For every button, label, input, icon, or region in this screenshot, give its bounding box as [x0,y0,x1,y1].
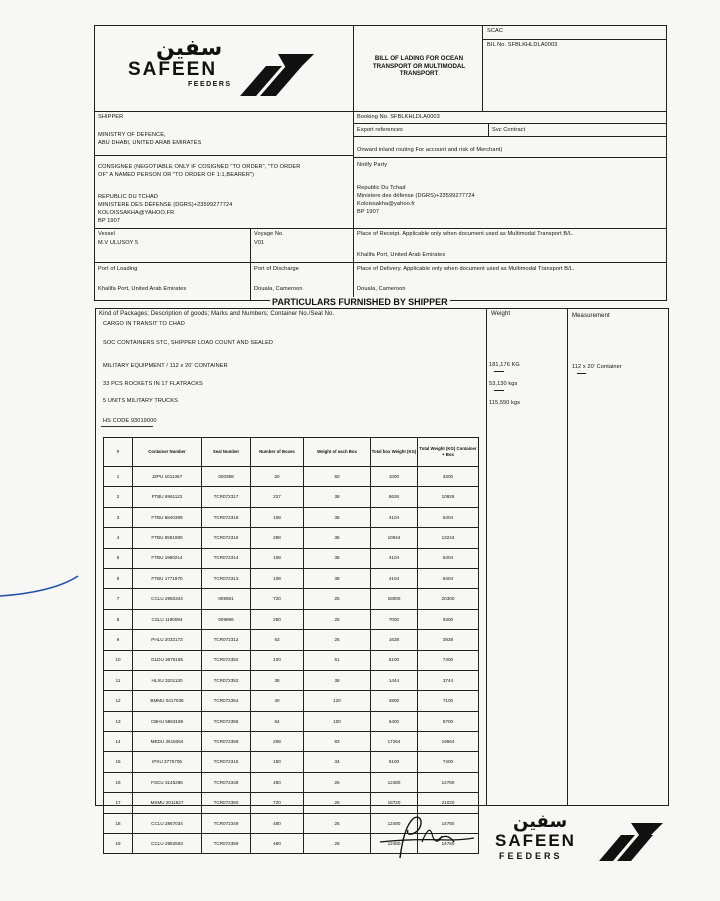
receipt-label: Place of Receipt. Applicable only when document used as Multimodal Transport B/L. [357,231,574,237]
delivery-value: Douala, Cameroon [357,286,406,292]
pen-stroke-icon [0,570,90,600]
consignee-line-4: BP 1907 [98,218,121,224]
table-cell: 6404 [418,507,479,527]
notify-line-2: Ministere des défense (DGRS)+23599277724 [357,193,475,199]
table-cell: 51 [304,650,371,670]
table-cell: 8700 [418,711,479,731]
onward-routing: Onward inland routing For account and risk of Merchant) [357,147,503,153]
table-cell: 14780 [418,772,479,792]
table-cell: 20 [251,467,304,487]
table-cell: 000398 [202,467,251,487]
col-box-weight: Weight of each Box [304,438,371,467]
notify-line-4: BP 1907 [357,209,380,215]
table-cell: 11 [104,670,133,690]
table-cell: 38 [304,548,371,568]
table-cell: TCR072353 [202,670,251,690]
table-cell: 83 [304,732,371,752]
onward-bottom [353,157,666,158]
table-cell: 100 [251,650,304,670]
table-cell: 108 [251,507,304,527]
logo-brand: SAFEEN [128,59,218,80]
table-cell: MEDU 3615064 [133,732,202,752]
cargo-line: CARGO IN TRANSIT TO CHAD [103,321,185,327]
table-cell: 3300 [418,467,479,487]
shipper-line-1: MINISTRY OF DEFENCE, [98,132,166,138]
kind-label: Kind of Packages; Description of goods; Marks and Numbers; Container No./Seal No. [99,311,335,317]
weight-mark-2 [494,390,504,391]
discharge-label: Port of Discharge [254,266,299,272]
frame-right-upper [666,25,667,300]
table-cell: 4104 [371,548,418,568]
rockets-line: 33 PCS ROCKETS IN 17 FLATRACKS [103,381,203,387]
table-cell: 2 [104,487,133,507]
table-cell: 26 [304,630,371,650]
table-cell: 5 [104,548,133,568]
table-cell: 26 [304,834,371,854]
booking-number: Booking No. SFBLKHLDLA0003 [357,114,440,120]
table-cell: TCR072315 [202,752,251,772]
table-cell: 14 [104,732,133,752]
particulars-top [95,308,669,309]
table-cell: 13 [104,711,133,731]
booking-bottom [353,123,666,124]
table-cell: 227 [251,487,304,507]
table-cell: 38 [304,507,371,527]
table-cell: 12480 [371,834,418,854]
doc-title [355,55,483,78]
table-row [104,752,479,772]
table-cell: FTBU 1771970 [133,568,202,588]
table-row [104,772,479,792]
table-cell: TCR072354 [202,691,251,711]
notify-line-3: Koloissakha@yahoo.fr [357,201,416,207]
table-cell: 7100 [418,691,479,711]
measure-divider [567,308,568,805]
table-row [104,609,479,629]
shipper-label: SHIPPER [98,114,124,120]
svc-contract: Svc Contract [492,127,526,133]
table-cell: 18000 [371,589,418,609]
table-row [104,711,479,731]
table-cell: 480 [251,834,304,854]
scac-label: SCAC [487,28,503,34]
logo-chevrons-icon [240,52,320,96]
logo-arabic: سفين [156,36,223,61]
table-cell: TCR072350 [202,793,251,813]
table-cell: 208 [251,732,304,752]
consignee-bottom [94,228,666,229]
bl-number: BIL No. SFBLKHLDLA0003 [487,42,558,48]
table-cell: 64 [251,711,304,731]
table-body [104,467,479,854]
footer-logo-brand: SAFEEN [495,831,576,850]
table-cell: 3 [104,507,133,527]
footer-logo-sub: FEEDERS [499,851,563,861]
signature-icon [378,812,478,862]
frame-left-lower [95,308,96,805]
table-cell: CCLU 2867034 [133,813,202,833]
table-cell: 26 [304,772,371,792]
table-row [104,487,479,507]
container-table [103,437,479,854]
hs-code: HS CODE 93019000 [103,418,157,424]
table-cell: 8626 [371,487,418,507]
notify-line-1: Republic Du Tchad [357,185,406,191]
table-cell: TCR072316 [202,528,251,548]
weight-rockets: 53,130 kgs [489,381,518,387]
table-cell: 26 [304,813,371,833]
table-cell: 4800 [371,691,418,711]
consignee-label-1: CONSIGNEE (NEGOTIABLE ONLY IF COSIGNED "TO ORDER", "TO ORDER [98,164,301,170]
footer-logo [495,811,675,870]
table-cell: 150 [251,752,304,772]
table-cell: 19564 [418,732,479,752]
table-cell: 25 [304,589,371,609]
table-cell: 6404 [418,568,479,588]
company-logo [128,36,328,100]
table-cell: 26 [304,793,371,813]
table-cell: 8 [104,609,133,629]
doc-title-line-2: TRANSPORT OR MULTIMODAL [372,62,466,70]
notify-label: Notify Party [357,162,388,168]
vessel-divider [250,228,251,300]
table-row [104,548,479,568]
table-row [104,793,479,813]
table-cell: 1444 [371,670,418,690]
table-cell: MSMU 2011827 [133,793,202,813]
table-cell: TCR072312 [202,630,251,650]
table-row [104,568,479,588]
table-cell: GLDU 3676155 [133,650,202,670]
col-index: # [104,438,133,467]
table-cell: TCR072356 [202,732,251,752]
table-cell: PHLU 2032173 [133,630,202,650]
vessel-bottom [94,262,666,263]
hs-underline [101,426,153,427]
consignee-label-2: OF" A NAMED PERSON OR "TO ORDER OF 1:1,BEARER") [98,172,255,178]
weight-mark-1 [494,371,504,372]
receipt-value: Khalifa Port, United Arab Emirates [357,252,446,258]
frame-top [94,25,667,26]
weight-divider [486,308,487,805]
table-row [104,732,479,752]
table-cell: TCR072359 [202,834,251,854]
measurement-value: 112 x 20' Container [572,364,622,370]
table-cell: 288 [251,528,304,548]
soc-line: SOC CONTAINERS STC, SHIPPER LOAD COUNT AND SEALED [103,340,274,346]
table-cell: 4104 [371,568,418,588]
consignee-line-2: MINISTERE DES DÉFENSE (DGRS)+23599277724 [98,202,233,208]
table-cell: TCR072348 [202,772,251,792]
table-cell: 280 [251,609,304,629]
table-cell: FTBU 6591990 [133,528,202,548]
table-cell: 19 [104,834,133,854]
delivery-label: Place of Delivery. Applicable only when document used as Multimodal Transport B/L. [357,266,575,272]
table-row [104,467,479,487]
table-cell: FSCU 3145286 [133,772,202,792]
table-cell: 38 [304,670,371,690]
consignee-line-3: KOLOISSAKHA@YAHOO.FR [98,210,175,216]
table-cell: TCR072314 [202,548,251,568]
table-cell: 1638 [371,630,418,650]
table-cell: 120 [304,691,371,711]
table-cell: IPXU 3775706 [133,752,202,772]
table-cell: 12480 [371,813,418,833]
table-cell: TCR072317 [202,487,251,507]
table-cell: 18720 [371,793,418,813]
doc-title-line-3: TRANSPORT [399,70,439,77]
table-cell: FTBU 1960214 [133,548,202,568]
voyage-label: Voyage No. [254,231,284,237]
weight-label: Weight [491,311,511,317]
table-cell: 10 [104,650,133,670]
table-cell: 38 [304,528,371,548]
table-cell: 009981 [202,589,251,609]
logo-sub: FEEDERS [188,81,232,88]
table-cell: 14780 [418,813,479,833]
table-cell: HLXU 3201130 [133,670,202,690]
table-cell: 5100 [371,650,418,670]
table-cell: 38 [304,568,371,588]
weight-total: 181,176 KG [489,362,520,368]
table-cell: 40 [251,691,304,711]
table-cell: CBHU 5863198 [133,711,202,731]
loading-value: Khalifa Port, United Arab Emirates [98,286,187,292]
col-seal: Seal Number [202,438,251,467]
table-cell: 21020 [418,793,479,813]
table-cell: 7000 [371,609,418,629]
weight-trucks: 115,550 kgs [489,400,521,406]
footer-chevrons-icon [599,821,667,861]
frame-right-lower [668,308,669,805]
table-cell: 3938 [418,630,479,650]
measure-mark [577,373,586,374]
table-cell: 720 [251,793,304,813]
table-cell: 38 [251,670,304,690]
table-cell: CCLU 2952563 [133,834,202,854]
table-cell: 6 [104,568,133,588]
table-cell: 3744 [418,670,479,690]
table-cell: TCR072318 [202,507,251,527]
table-cell: 7400 [418,650,479,670]
table-cell: 7400 [418,752,479,772]
shipper-bottom [94,155,353,156]
table-cell: 17 [104,793,133,813]
particulars-title: PARTICULARS FURNISHED BY SHIPPER [272,297,448,307]
table-cell: 480 [251,813,304,833]
scac-divider [482,39,666,40]
table-cell: FTBU 6840389 [133,507,202,527]
svc-divider [488,123,489,136]
table-row [104,589,479,609]
table-cell: 13244 [418,528,479,548]
table-cell: FTBU 6961122 [133,487,202,507]
table-cell: 9300 [418,609,479,629]
table-row [104,691,479,711]
table-cell: 16 [104,772,133,792]
voyage-value: V01 [254,240,265,246]
table-cell: 108 [251,568,304,588]
trucks-line: 5 UNITS MILITARY TRUCKS [103,398,178,404]
header-bottom [94,111,666,112]
col-total-weight: Total Weight (KG) Container + Box [418,438,479,467]
table-cell: TCR072313 [202,568,251,588]
table-cell: TCR072355 [202,711,251,731]
table-cell: 6404 [418,548,479,568]
consignee-line-1: REPUBLIC DU TCHAD [98,194,159,200]
discharge-value: Douala, Cameroon [254,286,303,292]
table-cell: 25 [304,609,371,629]
table-cell: TCR072352 [202,650,251,670]
loading-label: Port of Loading [98,266,138,272]
vessel-value: M.V ULUSOY 5 [98,240,139,246]
table-cell: CCLU 2950344 [133,589,202,609]
table-cell: 5100 [371,752,418,772]
table-cell: 4104 [371,507,418,527]
table-cell: 108 [251,548,304,568]
table-row [104,650,479,670]
table-cell: 100 [304,711,371,731]
table-cell: 009896 [202,609,251,629]
table-cell: 10944 [371,528,418,548]
table-cell: JZPU 1011367 [133,467,202,487]
doc-title-line-1: BILL OF LADING FOR OCEAN [374,55,464,62]
table-cell: 14780 [418,834,479,854]
military-line: MILITARY EQUIPMENT / 112 x 20' CONTAINER [103,363,228,369]
table-row [104,630,479,650]
table-cell: 6400 [371,711,418,731]
table-cell: 20300 [418,589,479,609]
export-bottom [353,136,666,137]
table-cell: CSLU 1190084 [133,609,202,629]
vessel-label: Vessel [98,231,116,237]
col-total-box: Total box Weight (KG) [371,438,418,467]
table-cell: BMMU 0417036 [133,691,202,711]
table-cell: 4 [104,528,133,548]
table-cell: 12 [104,691,133,711]
table-cell: 12480 [371,772,418,792]
table-cell: 34 [304,752,371,772]
table-cell: 63 [251,630,304,650]
footer-logo-arabic: سفين [513,811,568,832]
export-references: Export references [357,127,403,133]
table-cell: 7 [104,589,133,609]
table-cell: 38 [304,487,371,507]
col-container: Container Number [133,438,202,467]
table-cell: 15 [104,752,133,772]
table-row [104,507,479,527]
table-cell: 9 [104,630,133,650]
table-cell: 720 [251,589,304,609]
table-row [104,528,479,548]
table-cell: TCR072349 [202,813,251,833]
table-cell: 10926 [418,487,479,507]
table-cell: 480 [251,772,304,792]
table-cell: 18 [104,813,133,833]
frame-mid [353,25,354,300]
table-cell: 1000 [371,467,418,487]
measurement-label: Measurement [572,313,610,319]
col-boxes: Number of Boxes [251,438,304,467]
frame-left-upper [94,25,95,300]
shipper-line-2: ABU DHABI, UNITED ARAB EMIRATES [98,140,202,146]
table-cell: 17264 [371,732,418,752]
table-row [104,670,479,690]
table-cell: 1 [104,467,133,487]
table-header-row [104,438,479,467]
table-cell: 50 [304,467,371,487]
